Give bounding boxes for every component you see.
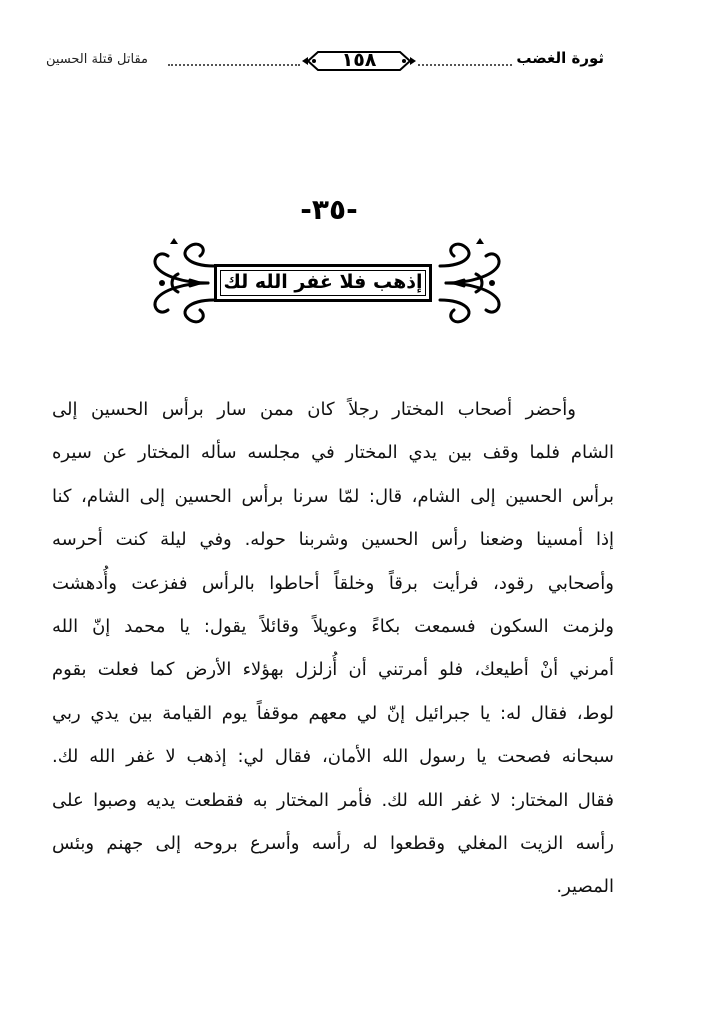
section-title-frame — [148, 236, 506, 324]
body-line: وأحضر أصحاب المختار رجلاً كان ممن سار برأس الحسين إلى — [52, 399, 576, 420]
body-line: ولزمت السكون فسمعت بكاءً وعويلاً وقائلاً يقول: يا محمد إنّ الله — [52, 615, 614, 637]
body-line: لوط، فقال له: يا جبرائيل إنّ لي معهم موقفاً يوم القيامة بين يدي ربي — [52, 702, 614, 724]
page-number-badge — [300, 44, 418, 78]
book-title: ثورة الغضب — [516, 49, 604, 67]
body-line: المصير. — [556, 876, 614, 898]
page-number: ١٥٨ — [341, 49, 377, 71]
header-dotted-leader-right — [418, 64, 512, 66]
body-line: رأسه الزيت المغلي وقطعوا له رأسه وأسرع بروحه إلى جهنم وبئس — [52, 832, 614, 854]
body-line: وأصحابي رقود، فرأيت برقاً وخلقاً أحاطوا بالرأس ففزعت وأُدهشت — [52, 572, 614, 594]
section-number: -٣٥- — [300, 193, 358, 226]
running-header — [0, 44, 718, 78]
body-line: سبحانه فصحت يا رسول الله الأمان، فقال لي: إذهب لا غفر الله لك. — [52, 746, 614, 768]
body-line: أمرني أنْ أطيعك، فلو أمرتني أن أُزلزل بهؤلاء الأرض كما فعلت بقوم — [52, 659, 614, 681]
section-title-box — [214, 264, 432, 302]
body-line: إذا أمسينا وضعنا رأس الحسين وشربنا حوله. وفي ليلة كنت أحرسه — [52, 529, 614, 551]
body-text — [52, 388, 614, 909]
chapter-title: مقاتل قتلة الحسين — [46, 52, 149, 67]
header-dotted-leader-left — [168, 64, 300, 66]
body-line: برأس الحسين إلى الشام، قال: لمّا سرنا برأس الحسين إلى الشام، كنا — [52, 485, 614, 507]
section-title: إذهب فلا غفر الله لك — [223, 271, 423, 293]
body-line: الشام فلما وقف بين يدي المختار في مجلسه سأله المختار عن سيره — [52, 442, 614, 464]
body-line: فقال المختار: لا غفر الله لك. فأمر المختار به فقطعت يديه وصبوا على — [52, 789, 614, 811]
